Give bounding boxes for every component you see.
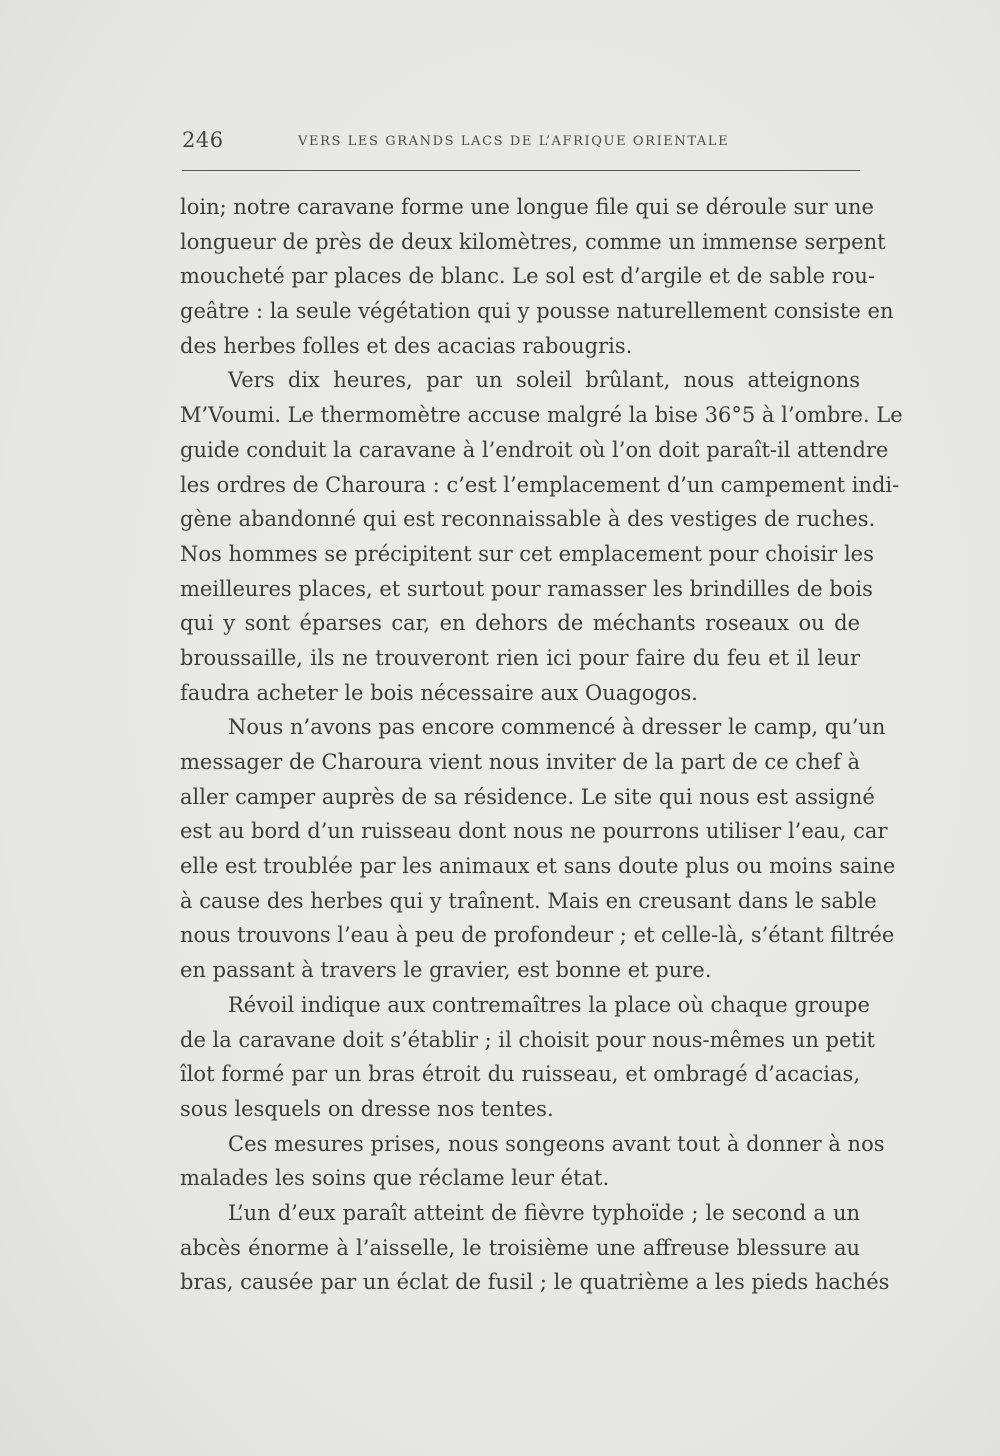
page-header bbox=[182, 128, 858, 158]
text-line: guide conduit la caravane à l’endroit où l’on doit paraît-il attendre bbox=[180, 437, 889, 462]
text-line: sous lesquels on dresse nos tentes. bbox=[180, 1096, 554, 1121]
text-line: abcès énorme à l’aisselle, le troisième une affreuse blessure au bbox=[180, 1235, 860, 1260]
text-line: gène abandonné qui est reconnaissable à des vestiges de ruches. bbox=[180, 507, 876, 532]
page-number: 246 bbox=[182, 128, 224, 152]
running-title: VERS LES GRANDS LACS DE L’AFRIQUE ORIENTALE bbox=[298, 134, 730, 149]
text-line: les ordres de Charoura : c’est l’emplacement d’un campement indi- bbox=[180, 472, 900, 497]
text-line: Nos hommes se précipitent sur cet emplacement pour choisir les bbox=[180, 541, 874, 566]
text-line: messager de Charoura vient nous inviter de la part de ce chef à bbox=[180, 750, 860, 774]
text-line: nous trouvons l’eau à peu de profondeur ; et celle-là, s’étant filtrée bbox=[180, 923, 895, 948]
text-line: loin; notre caravane forme une longue file qui se déroule sur une bbox=[180, 195, 874, 219]
text-line: Vers dix heures, par un soleil brûlant, nous atteignons bbox=[228, 368, 860, 393]
text-line: Ces mesures prises, nous songeons avant tout à donner à nos bbox=[228, 1131, 885, 1156]
text-line: faudra acheter le bois nécessaire aux Ouagogos. bbox=[180, 680, 698, 705]
text-line: M’Voumi. Le thermomètre accuse malgré la bise 36°5 à l’ombre. Le bbox=[180, 403, 903, 428]
text-line: de la caravane doit s’établir ; il choisit pour nous-mêmes un petit bbox=[180, 1027, 875, 1052]
text-line: geâtre : la seule végétation qui y pousse naturellement consiste en bbox=[180, 299, 894, 324]
text-line: Révoil indique aux contremaîtres la place où chaque groupe bbox=[228, 992, 870, 1017]
text-line: bras, causée par un éclat de fusil ; le quatrième a les pieds hachés bbox=[180, 1270, 890, 1295]
text-line: meilleures places, et surtout pour ramasser les brindilles de bois bbox=[180, 576, 873, 601]
text-line: longueur de près de deux kilomètres, comme un immense serpent bbox=[180, 229, 886, 254]
text-line: elle est troublée par les animaux et sans doute plus ou moins saine bbox=[180, 854, 896, 879]
text-line: qui y sont éparses car, en dehors de méchants roseaux ou de bbox=[180, 611, 860, 636]
text-line: malades les soins que réclame leur état. bbox=[180, 1166, 610, 1191]
text-line: broussaille, ils ne trouveront rien ici pour faire du feu et il leur bbox=[180, 645, 860, 670]
text-line: à cause des herbes qui y traînent. Mais en creusant dans le sable bbox=[180, 888, 877, 913]
text-line: des herbes folles et des acacias rabougris. bbox=[180, 333, 633, 358]
text-line: Nous n’avons pas encore commencé à dresser le camp, qu’un bbox=[228, 715, 886, 740]
text-line: moucheté par places de blanc. Le sol est d’argile et de sable rou- bbox=[180, 264, 875, 289]
text-line: îlot formé par un bras étroit du ruisseau, et ombragé d’acacias, bbox=[180, 1062, 860, 1087]
header-rule bbox=[182, 170, 860, 171]
text-line: est au bord d’un ruisseau dont nous ne pourrons utiliser l’eau, car bbox=[180, 819, 888, 844]
text-line: L’un d’eux paraît atteint de fièvre typhoïde ; le second a un bbox=[228, 1200, 860, 1225]
body-text bbox=[180, 190, 903, 1300]
text-line: en passant à travers le gravier, est bonne et pure. bbox=[180, 958, 712, 983]
text-line: aller camper auprès de sa résidence. Le site qui nous est assigné bbox=[180, 784, 875, 809]
